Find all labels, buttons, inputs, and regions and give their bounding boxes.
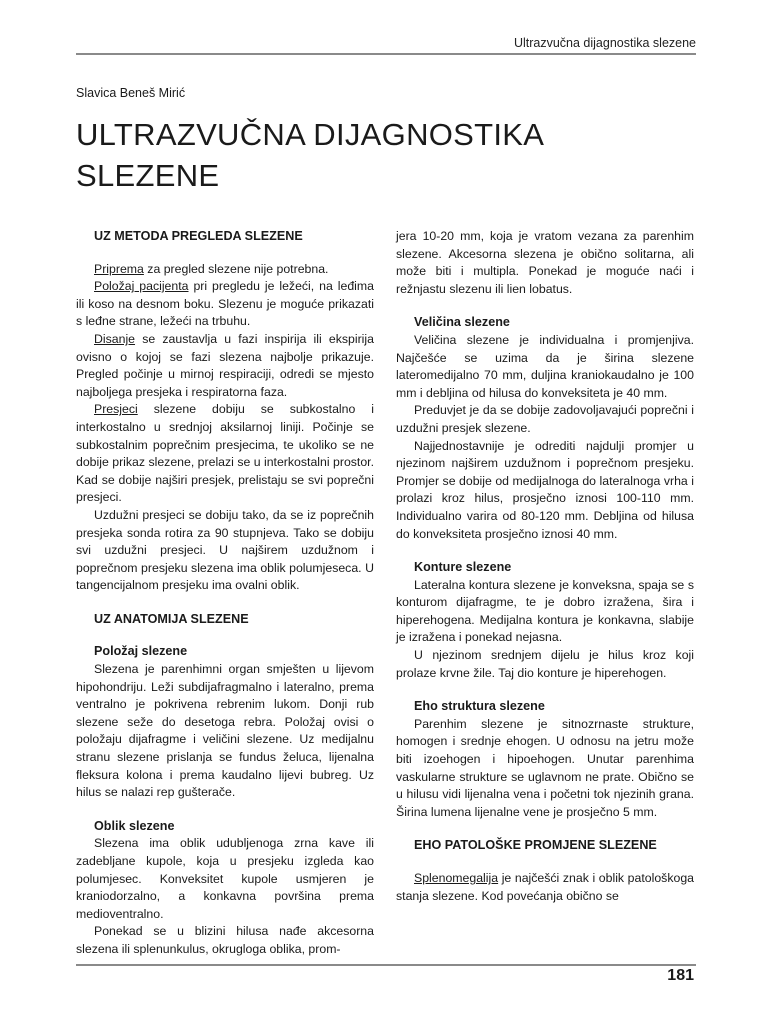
section-heading-patoloske: EHO PATOLOŠKE PROMJENE SLEZENE <box>414 838 657 853</box>
term-disanje: Disanje <box>94 331 136 346</box>
paragraph-text: se zaustavlja u fazi inspirija ili ekspirija ovisno o kojoj se fazi slezena najbolje prikazuje. Pregled počinje u mirnoj respiraciji, odredi se mjesto najboljega presjeka i respiratorna faza. <box>76 331 374 399</box>
paragraph-velicina: Veličina slezene je individualna i promjenjiva. Najčešće se uzima da je širina slezene lateromedijalno 70 mm, duljina kraniokaudalno je 100 mm i debljina od hilusa do konveksiteta je 40 mm. <box>396 332 694 400</box>
title-line-2: SLEZENE <box>76 158 220 193</box>
paragraph-priprema <box>76 261 374 279</box>
right-column <box>396 228 694 905</box>
left-column <box>76 228 374 959</box>
paragraph-akcesorna-cont: jera 10-20 mm, koja je vratom vezana za parenhim slezene. Akcesorna slezena je obično solitarna, ali može biti i multipla. Ponekad je moguće naći i režnjastu slezenu ili lien lobatus. <box>396 229 694 296</box>
subheading-konture: Konture slezene <box>414 560 512 575</box>
subheading-oblik: Oblik slezene <box>94 818 175 833</box>
paragraph-text: pri pregledu je ležeći, na leđima ili koso na desnom boku. Slezenu je moguće prikazati s leđne strane, ležeći na trbuhu. <box>76 279 374 329</box>
paragraph-polozaj-pacijenta <box>76 278 374 331</box>
section-heading-metoda: UZ METODA PREGLEDA SLEZENE <box>94 229 303 243</box>
page-number: 181 <box>667 967 694 984</box>
paragraph-hilus: U njezinom srednjem dijelu je hilus kroz koji prolaze krvne žile. Taj dio konture je hiperehogen. <box>396 648 694 680</box>
article-title <box>76 114 676 196</box>
paragraph-text: slezene dobiju se subkostalno i interkostalno u srednjoj aksilarnoj liniji. Počinje se subkostalnim poprečnim presjecima, te ukoliko se ne dobije prikaz slezene, prelazi se u interkostalni prostor. Kad se dobije najširi presjek, prelistaju se svi poprečni presjeci. <box>76 402 375 505</box>
title-line-1: ULTRAZVUČNA DIJAGNOSTIKA <box>76 117 545 152</box>
subheading-eho: Eho struktura slezene <box>414 699 545 714</box>
header-rule <box>76 53 696 55</box>
paragraph-oblik: Slezena ima oblik udubljenoga zrna kave ili zadebljane kupole, koja u presjeku izgleda kao polumjesec. Konveksitet kupole usmjeren je kraniodorzalno, a konkavna površina prema medioventralno. <box>76 836 374 921</box>
paragraph-preduvjet: Preduvjet je da se dobije zadovoljavajući poprečni i uzdužni presjek slezene. <box>396 403 694 435</box>
term-priprema: Priprema <box>94 261 144 276</box>
paragraph-akcesorna: Ponekad se u blizini hilusa nađe akcesorna slezena ili splenunkulus, okrugloga oblika, prom- <box>76 924 374 956</box>
footer-rule <box>76 964 696 966</box>
term-polozaj-pacijenta: Položaj pacijenta <box>94 279 189 294</box>
paragraph-konture: Lateralna kontura slezene je konveksna, spaja se s konturom dijafragme, te je dobro izražena, šira i hiperehogena. Medijalna kontura je konkavna, slabije je izražena i ponekad nejasna. <box>396 577 694 645</box>
paragraph-text: za pregled slezene nije potrebna. <box>143 261 329 276</box>
subheading-velicina: Veličina slezene <box>414 315 510 330</box>
author: Slavica Beneš Mirić <box>76 86 186 100</box>
paragraph-presjeci <box>76 401 374 507</box>
paragraph-disanje <box>76 331 374 401</box>
paragraph-promjer: Najjednostavnije je odrediti najdulji promjer u njezinom najširem uzdužnom i poprečnom presjeku. Promjer se dobije od medijalnoga do lateralnoga vrha i prolazi kroz hilus, prosječno iznosi 100-110 mm. Individualno varira od 80-120 mm. Debljina od hilusa do konveksiteta prosječno iznosi 40 mm. <box>396 438 694 541</box>
paragraph-uzduzni: Uzdužni presjeci se dobiju tako, da se iz poprečnih presjeka sonda rotira za 90 stupnjeva. Tako se dobiju svi uzdužni presjeci. U najširem uzdužnom i poprečnom presjeku slezena ima oblik polumjeseca. U tangencijalnom presjeku ima ovalni oblik. <box>76 507 374 593</box>
paragraph-polozaj: Slezena je parenhimni organ smješten u lijevom hipohondriju. Leži subdijafragmalno i lateralno, prema ventralno je pokrivena rebrenim lukom. Donji rub slezene seže do desetoga rebra. Položaj ovisi o položaju dijafragme i veličini slezene. Uz medijalnu stranu slezene prislanja se fundus želuca, lijenalna fleksura kolona i prema kaudalno lijevi bubreg. Uz hilus se nalazi rep gušterače. <box>76 662 374 800</box>
paragraph-splenomegalija <box>396 870 694 905</box>
paragraph-text: je najčešći znak i oblik patološkoga stanja slezene. Kod povećanja obično se <box>396 871 694 903</box>
term-presjeci: Presjeci <box>94 402 138 417</box>
subheading-polozaj: Položaj slezene <box>94 644 188 659</box>
running-head: Ultrazvučna dijagnostika slezene <box>513 36 696 50</box>
term-splenomegalija: Splenomegalija <box>414 871 499 885</box>
section-heading-anatomija: UZ ANATOMIJA SLEZENE <box>94 611 249 626</box>
paragraph-eho: Parenhim slezene je sitnozrnaste strukture, homogen i srednje ehogen. U odnosu na jetru može biti izoehogen i hipoehogen. Unutar parenhima vaskularne strukture se uglavnom ne prate. Obično se u hilusu vidi lijenalna vena i početni tok njezinih grana. Širina lumena lijenalne vene je prosječno 5 mm. <box>396 716 694 819</box>
